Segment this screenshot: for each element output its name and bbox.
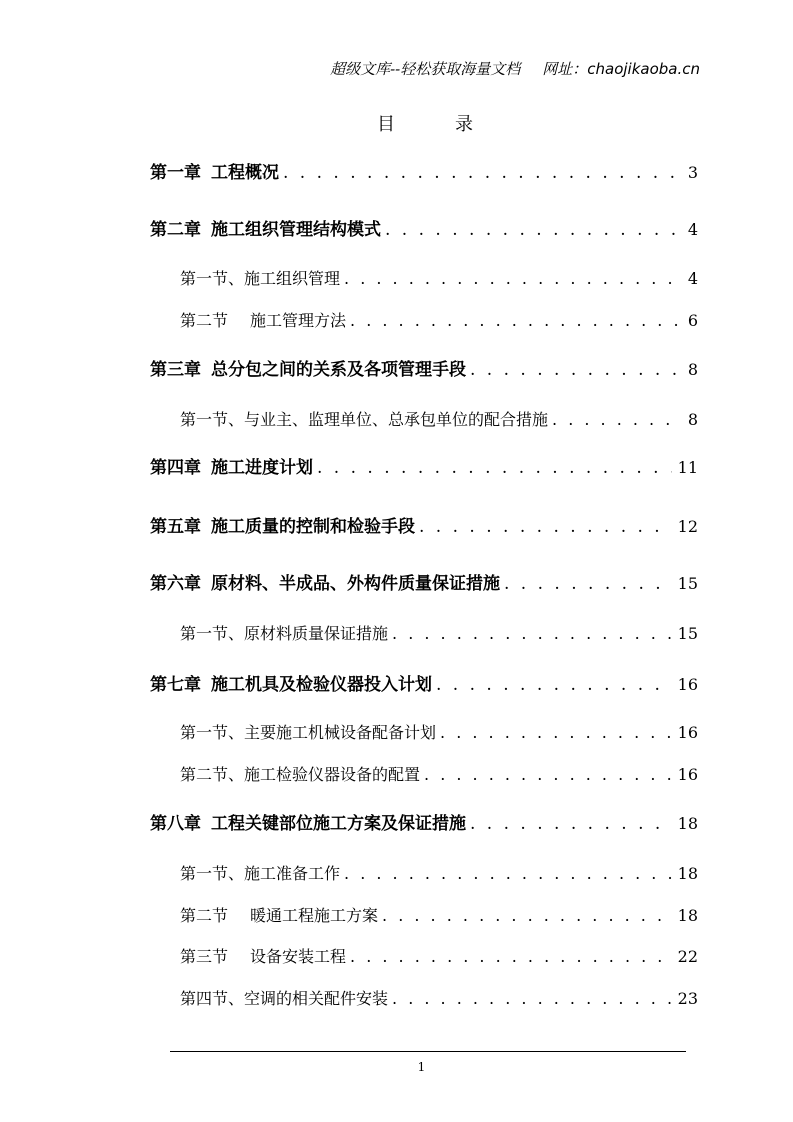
- toc-leader-dots: [344, 266, 682, 292]
- toc-entry-section-6-1[interactable]: [180, 621, 698, 647]
- toc-entry-number: 第八章: [150, 814, 201, 834]
- toc-entry-section-2-2[interactable]: [180, 308, 698, 334]
- toc-entry-section-3-1[interactable]: [180, 407, 698, 433]
- toc-entry-title: 第一节、原材料质量保证措施: [180, 624, 389, 643]
- toc-entry-chapter-2[interactable]: [150, 217, 698, 243]
- toc-entry-page: 15: [677, 574, 698, 593]
- toc-leader-dots: [504, 571, 672, 597]
- toc-entry-page: 6: [687, 311, 698, 330]
- toc-entry-number: 第五章: [150, 517, 201, 537]
- toc-entry-title: 暖通工程施工方案: [250, 906, 379, 925]
- document-header: [330, 58, 700, 79]
- toc-leader-dots: [317, 455, 672, 481]
- toc-entry-title: 施工组织管理结构模式: [211, 220, 381, 240]
- toc-entry-title: 工程概况: [211, 163, 279, 183]
- toc-entry-section-8-1[interactable]: [180, 861, 698, 887]
- toc-leader-dots: [440, 720, 672, 746]
- toc-entry-title: 第一节、施工准备工作: [180, 864, 341, 883]
- toc-entry-title: 原材料、半成品、外构件质量保证措施: [211, 574, 500, 594]
- toc-entry-section-8-4[interactable]: [180, 986, 698, 1012]
- toc-entry-page: 3: [687, 163, 698, 182]
- header-website: 网址：chaojikaoba.cn: [542, 60, 700, 78]
- toc-entry-number: 第一章: [150, 163, 201, 183]
- toc-title-left: 目: [377, 114, 395, 135]
- toc-entry-title: 施工质量的控制和检验手段: [211, 517, 415, 537]
- toc-entry-number: 第三节: [180, 947, 229, 966]
- toc-entry-section-7-2[interactable]: [180, 762, 698, 788]
- toc-entry-chapter-7[interactable]: [150, 672, 698, 698]
- toc-entry-title: 设备安装工程: [250, 947, 347, 966]
- toc-entry-section-2-1[interactable]: [180, 266, 698, 292]
- toc-entry-chapter-5[interactable]: [150, 514, 698, 540]
- toc-leader-dots: [344, 861, 672, 887]
- toc-leader-dots: [382, 903, 672, 929]
- toc-entry-page: 18: [677, 814, 698, 833]
- toc-leader-dots: [436, 672, 672, 698]
- toc-entry-page: 16: [677, 675, 698, 694]
- page-number: 1: [417, 1060, 426, 1074]
- toc-entry-section-7-1[interactable]: [180, 720, 698, 746]
- toc-leader-dots: [470, 357, 682, 383]
- toc-entry-page: 22: [677, 947, 698, 966]
- toc-entry-number: 第二章: [150, 220, 201, 240]
- toc-entry-title: 第二节、施工检验仪器设备的配置: [180, 765, 421, 784]
- toc-leader-dots: [552, 407, 682, 433]
- toc-entry-chapter-8[interactable]: [150, 811, 698, 837]
- header-slogan: 超级文库--轻松获取海量文档: [330, 60, 521, 78]
- toc-leader-dots: [392, 621, 672, 647]
- footer-divider: [170, 1051, 686, 1052]
- toc-leader-dots: [392, 986, 672, 1012]
- toc-entry-chapter-3[interactable]: [150, 357, 698, 383]
- toc-entry-page: 23: [677, 989, 698, 1008]
- toc-entry-page: 4: [687, 220, 698, 239]
- toc-entry-page: 16: [677, 765, 698, 784]
- toc-entry-page: 18: [677, 864, 698, 883]
- toc-leader-dots: [350, 944, 672, 970]
- toc-entry-page: 4: [687, 269, 698, 288]
- toc-title: [0, 110, 793, 136]
- toc-leader-dots: [470, 811, 672, 837]
- toc-entry-page: 12: [677, 517, 698, 536]
- toc-leader-dots: [424, 762, 672, 788]
- toc-entry-number: 第二节: [180, 311, 229, 330]
- toc-entry-number: 第二节: [180, 906, 229, 925]
- toc-entry-section-8-2[interactable]: [180, 903, 698, 929]
- toc-entry-title: 第一节、主要施工机械设备配备计划: [180, 723, 437, 742]
- toc-leader-dots: [283, 160, 682, 186]
- toc-entry-title: 施工机具及检验仪器投入计划: [211, 675, 432, 695]
- toc-entry-title: 第四节、空调的相关配件安装: [180, 989, 389, 1008]
- toc-entry-number: 第六章: [150, 574, 201, 594]
- toc-entry-title: 施工进度计划: [211, 458, 313, 478]
- toc-entry-chapter-1[interactable]: [150, 160, 698, 186]
- toc-entry-chapter-4[interactable]: [150, 455, 698, 481]
- toc-entry-page: 8: [687, 410, 698, 429]
- toc-entry-title: 施工管理方法: [250, 311, 347, 330]
- toc-entry-title: 总分包之间的关系及各项管理手段: [211, 360, 466, 380]
- toc-entry-page: 15: [677, 624, 698, 643]
- toc-entry-number: 第四章: [150, 458, 201, 478]
- toc-leader-dots: [385, 217, 682, 243]
- toc-entry-page: 8: [687, 360, 698, 379]
- toc-entry-title: 工程关键部位施工方案及保证措施: [211, 814, 466, 834]
- toc-entry-title: 第一节、施工组织管理: [180, 269, 341, 288]
- toc-entry-page: 18: [677, 906, 698, 925]
- toc-leader-dots: [419, 514, 672, 540]
- toc-entry-chapter-6[interactable]: [150, 571, 698, 597]
- toc-entry-title: 第一节、与业主、监理单位、总承包单位的配合措施: [180, 410, 549, 429]
- toc-leader-dots: [350, 308, 682, 334]
- toc-entry-number: 第三章: [150, 360, 201, 380]
- toc-entry-page: 16: [677, 723, 698, 742]
- toc-entry-number: 第七章: [150, 675, 201, 695]
- toc-entry-page: 11: [677, 458, 698, 477]
- toc-title-right: 录: [455, 114, 473, 135]
- toc-entry-section-8-3[interactable]: [180, 944, 698, 970]
